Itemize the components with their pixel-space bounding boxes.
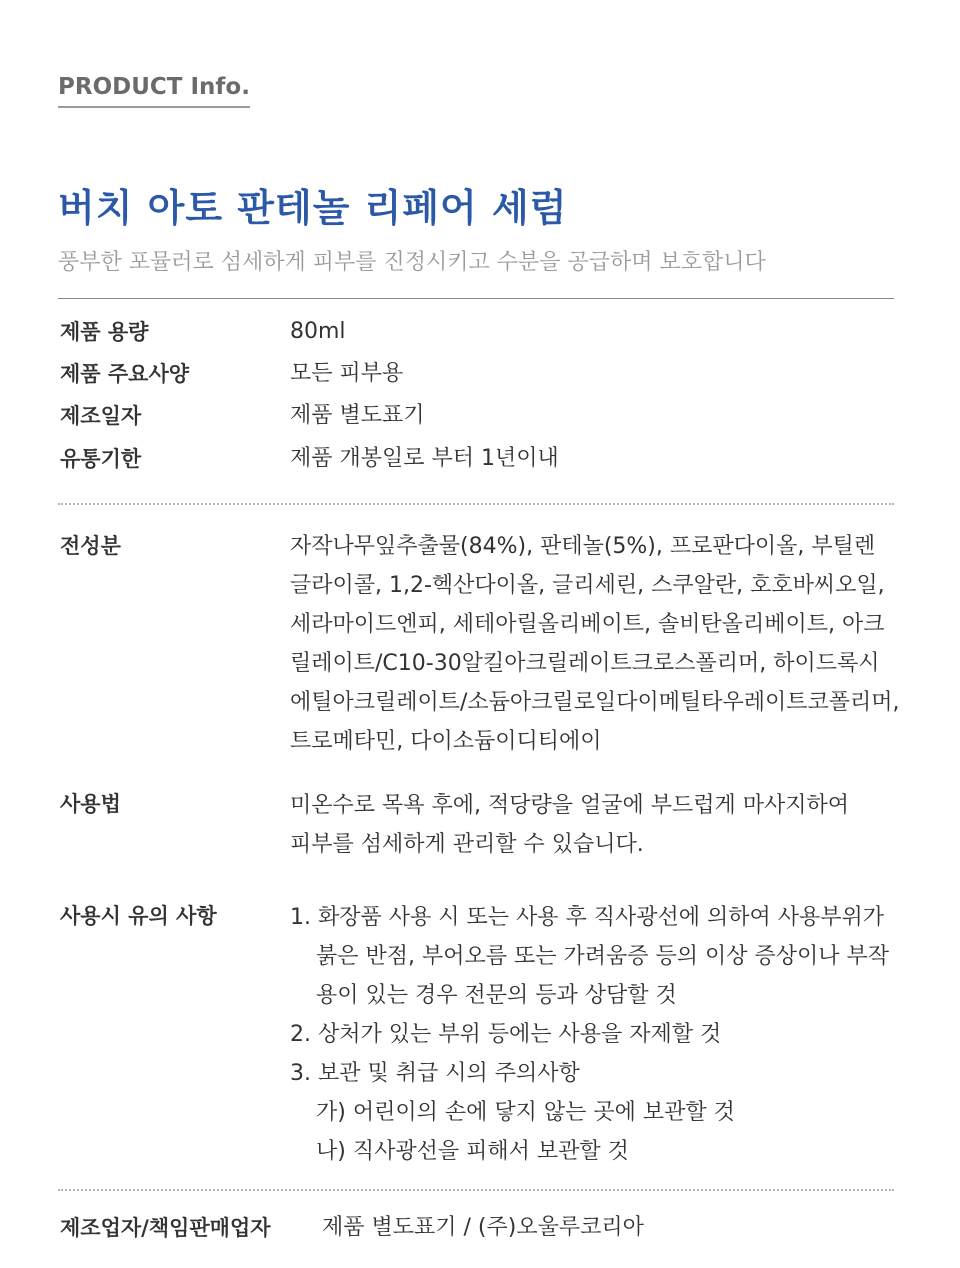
spec-value: 제품 개봉일로 부터 1년이내 [290,446,559,471]
spec-value: 모든 피부용 [290,361,404,386]
spec-row-main-spec [58,356,918,396]
manufacturer-value: 제품 별도표기 / (주)오울루코리아 [322,1215,644,1240]
section-tag: PRODUCT Info. [58,72,250,108]
cautions-text [290,898,889,1171]
usage-label: 사용법 [60,792,121,816]
ingredients-line: 세라마이드엔피, 세테아릴올리베이트, 솔비탄올리베이트, 아크 [290,612,885,637]
ingredients-line: 릴레이트/C10-30알킬아크릴레이트크로스폴리머, 하이드록시 [290,651,880,676]
ingredients-line: 글라이콜, 1,2-헥산다이올, 글리세린, 스쿠알란, 호호바씨오일, [290,573,885,598]
section-divider [58,503,894,505]
caution-line: 2. 상처가 있는 부위 등에는 사용을 자제할 것 [290,1022,722,1047]
spec-label: 제품 주요사양 [60,362,190,386]
caution-line: 가) 어린이의 손에 닿지 않는 곳에 보관할 것 [316,1100,735,1125]
usage-text [290,786,849,864]
cautions-label: 사용시 유의 사항 [60,904,217,928]
ingredients-line: 트로메타민, 다이소듐이디티에이 [290,729,602,754]
caution-line: 3. 보관 및 취급 시의 주의사항 [290,1061,580,1086]
spec-label: 유통기한 [60,447,142,471]
caution-line: 붉은 반점, 부어오름 또는 가려움증 등의 이상 증상이나 부작 [316,944,889,969]
ingredients-text [290,527,899,761]
spec-value: 제품 별도표기 [290,403,425,428]
spec-row-volume [58,314,918,354]
spec-label: 제조일자 [60,404,142,428]
spec-row-manufacture-date [58,398,918,438]
manufacturer-label: 제조업자/책임판매업자 [60,1216,271,1240]
spec-value: 80ml [290,319,346,344]
ingredients-line: 에틸아크릴레이트/소듐아크릴로일다이메틸타우레이트코폴리머, [290,690,900,715]
ingredients-line: 자작나무잎추출물(84%), 판테놀(5%), 프로판다이올, 부틸렌 [290,534,876,559]
caution-line: 1. 화장품 사용 시 또는 사용 후 직사광선에 의하여 사용부위가 [290,905,884,930]
header-divider [58,298,894,299]
spec-row-expiry [58,441,918,481]
ingredients-label: 전성분 [60,534,121,558]
usage-line: 미온수로 목욕 후에, 적당량을 얼굴에 부드럽게 마사지하여 [290,793,850,818]
product-subtitle: 풍부한 포뮬러로 섬세하게 피부를 진정시키고 수분을 공급하며 보호합니다 [58,250,766,275]
caution-line: 나) 직사광선을 피해서 보관할 것 [316,1139,629,1164]
spec-label: 제품 용량 [60,320,149,344]
product-title: 버치 아토 판테놀 리페어 세럼 [58,186,568,230]
usage-line: 피부를 섬세하게 관리할 수 있습니다. [290,832,644,857]
caution-line: 용이 있는 경우 전문의 등과 상담할 것 [316,983,677,1008]
section-divider [58,1189,894,1191]
